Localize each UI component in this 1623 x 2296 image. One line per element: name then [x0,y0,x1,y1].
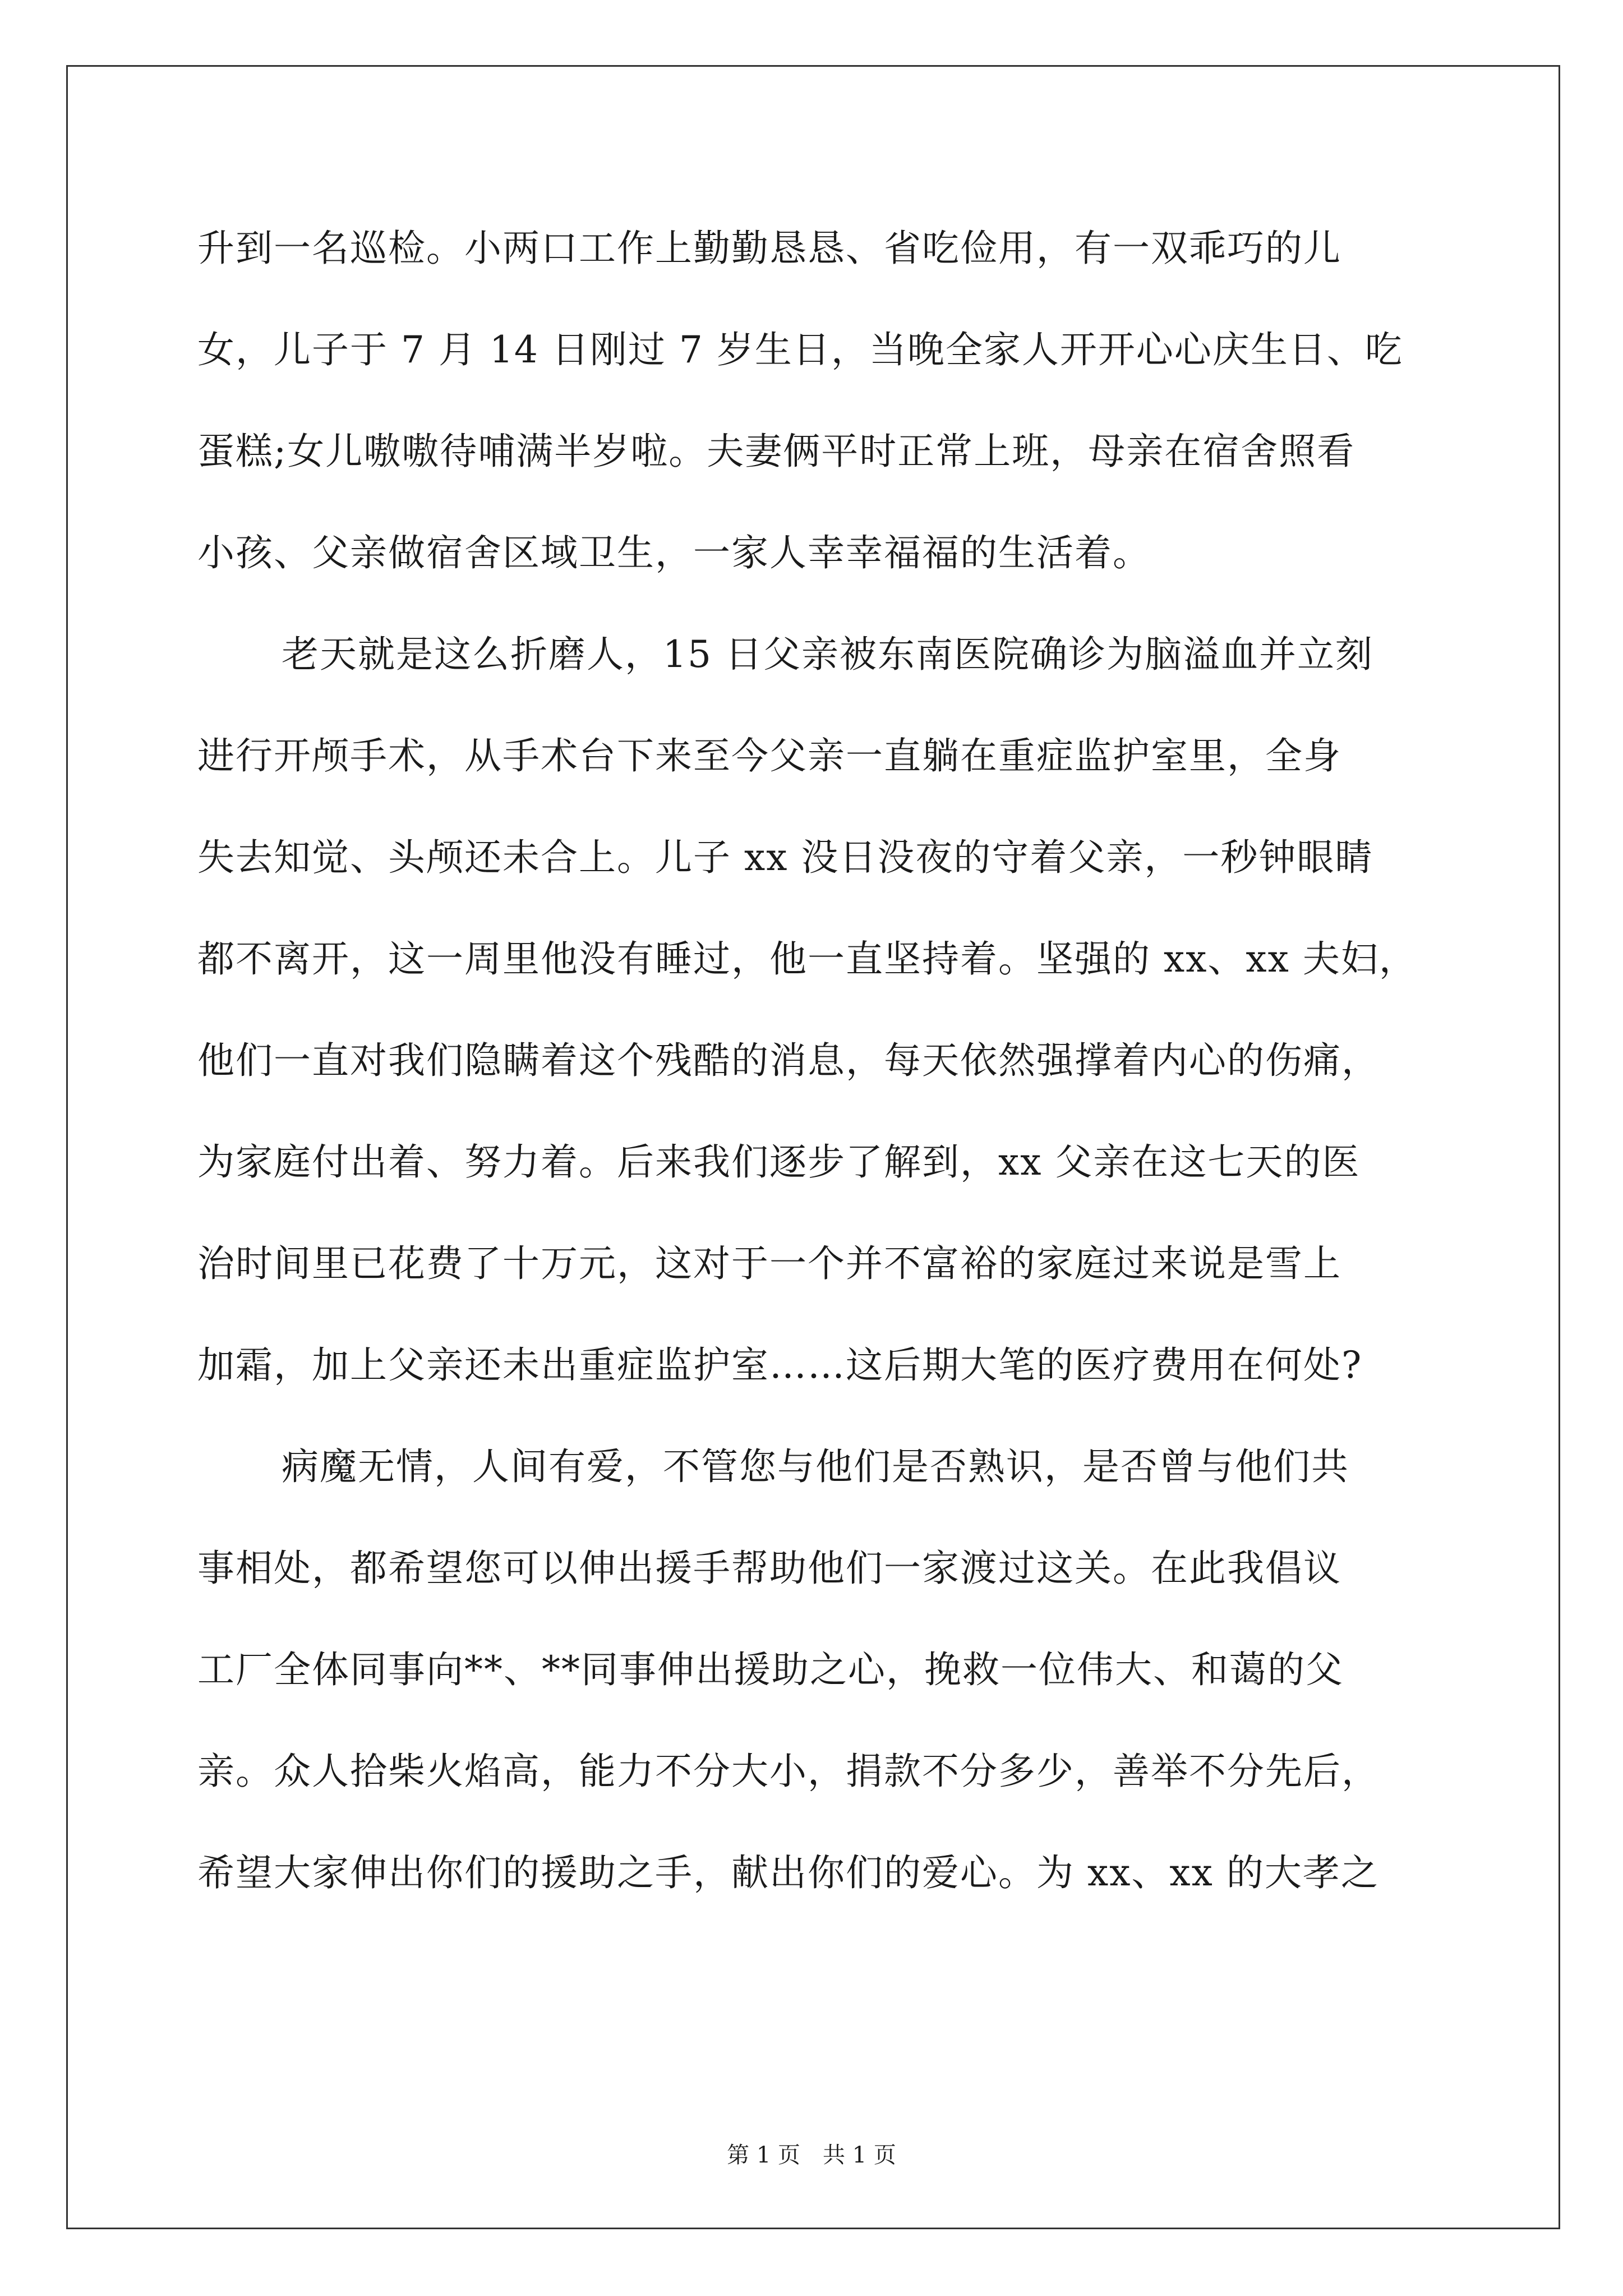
text-line: 事相处，都希望您可以伸出援手帮助他们一家渡过这关。在此我倡议 [197,1547,1341,1590]
text-line: 希望大家伸出你们的援助之手，献出你们的爱心。为 xx、xx 的大孝之 [197,1851,1379,1894]
text-line: 进行开颅手术，从手术台下来至今父亲一直躺在重症监护室里，全身 [197,734,1341,777]
text-line: 病魔无情，人间有爱，不管您与他们是否熟识，是否曾与他们共 [282,1445,1349,1488]
text-line: 为家庭付出着、努力着。后来我们逐步了解到，xx 父亲在这七天的医 [197,1140,1361,1184]
text-line: 女，儿子于 7 月 14 日刚过 7 岁生日，当晚全家人开开心心庆生日、吃 [197,328,1403,371]
text-line: 工厂全体同事向**、**同事伸出援助之心，挽救一位伟大、和蔼的父 [197,1648,1344,1691]
text-line: 失去知觉、头颅还未合上。儿子 xx 没日没夜的守着父亲，一秒钟眼睛 [197,836,1373,879]
text-line: 升到一名巡检。小两口工作上勤勤恳恳、省吃俭用，有一双乖巧的儿 [197,227,1341,270]
text-line: 他们一直对我们隐瞒着这个残酷的消息，每天依然强撑着内心的伤痛， [197,1039,1380,1082]
text-line: 治时间里已花费了十万元，这对于一个并不富裕的家庭过来说是雪上 [197,1242,1341,1285]
text-line: 老天就是这么折磨人，15 日父亲被东南医院确诊为脑溢血并立刻 [282,633,1373,676]
text-line: 蛋糕;女儿嗷嗷待哺满半岁啦。夫妻俩平时正常上班，母亲在宿舍照看 [197,430,1355,473]
text-line: 都不离开，这一周里他没有睡过，他一直坚持着。坚强的 xx、xx 夫妇， [197,937,1417,981]
text-line: 小孩、父亲做宿舍区域卫生，一家人幸幸福福的生活着。 [197,531,1151,574]
page-footer: 第 1 页 共 1 页 [727,2142,896,2168]
text-line: 亲。众人拾柴火焰高，能力不分大小，捐款不分多少，善举不分先后， [197,1750,1380,1793]
text-line: 加霜，加上父亲还未出重症监护室……这后期大笔的医疗费用在何处? [197,1343,1363,1387]
document-body [197,197,1437,1924]
